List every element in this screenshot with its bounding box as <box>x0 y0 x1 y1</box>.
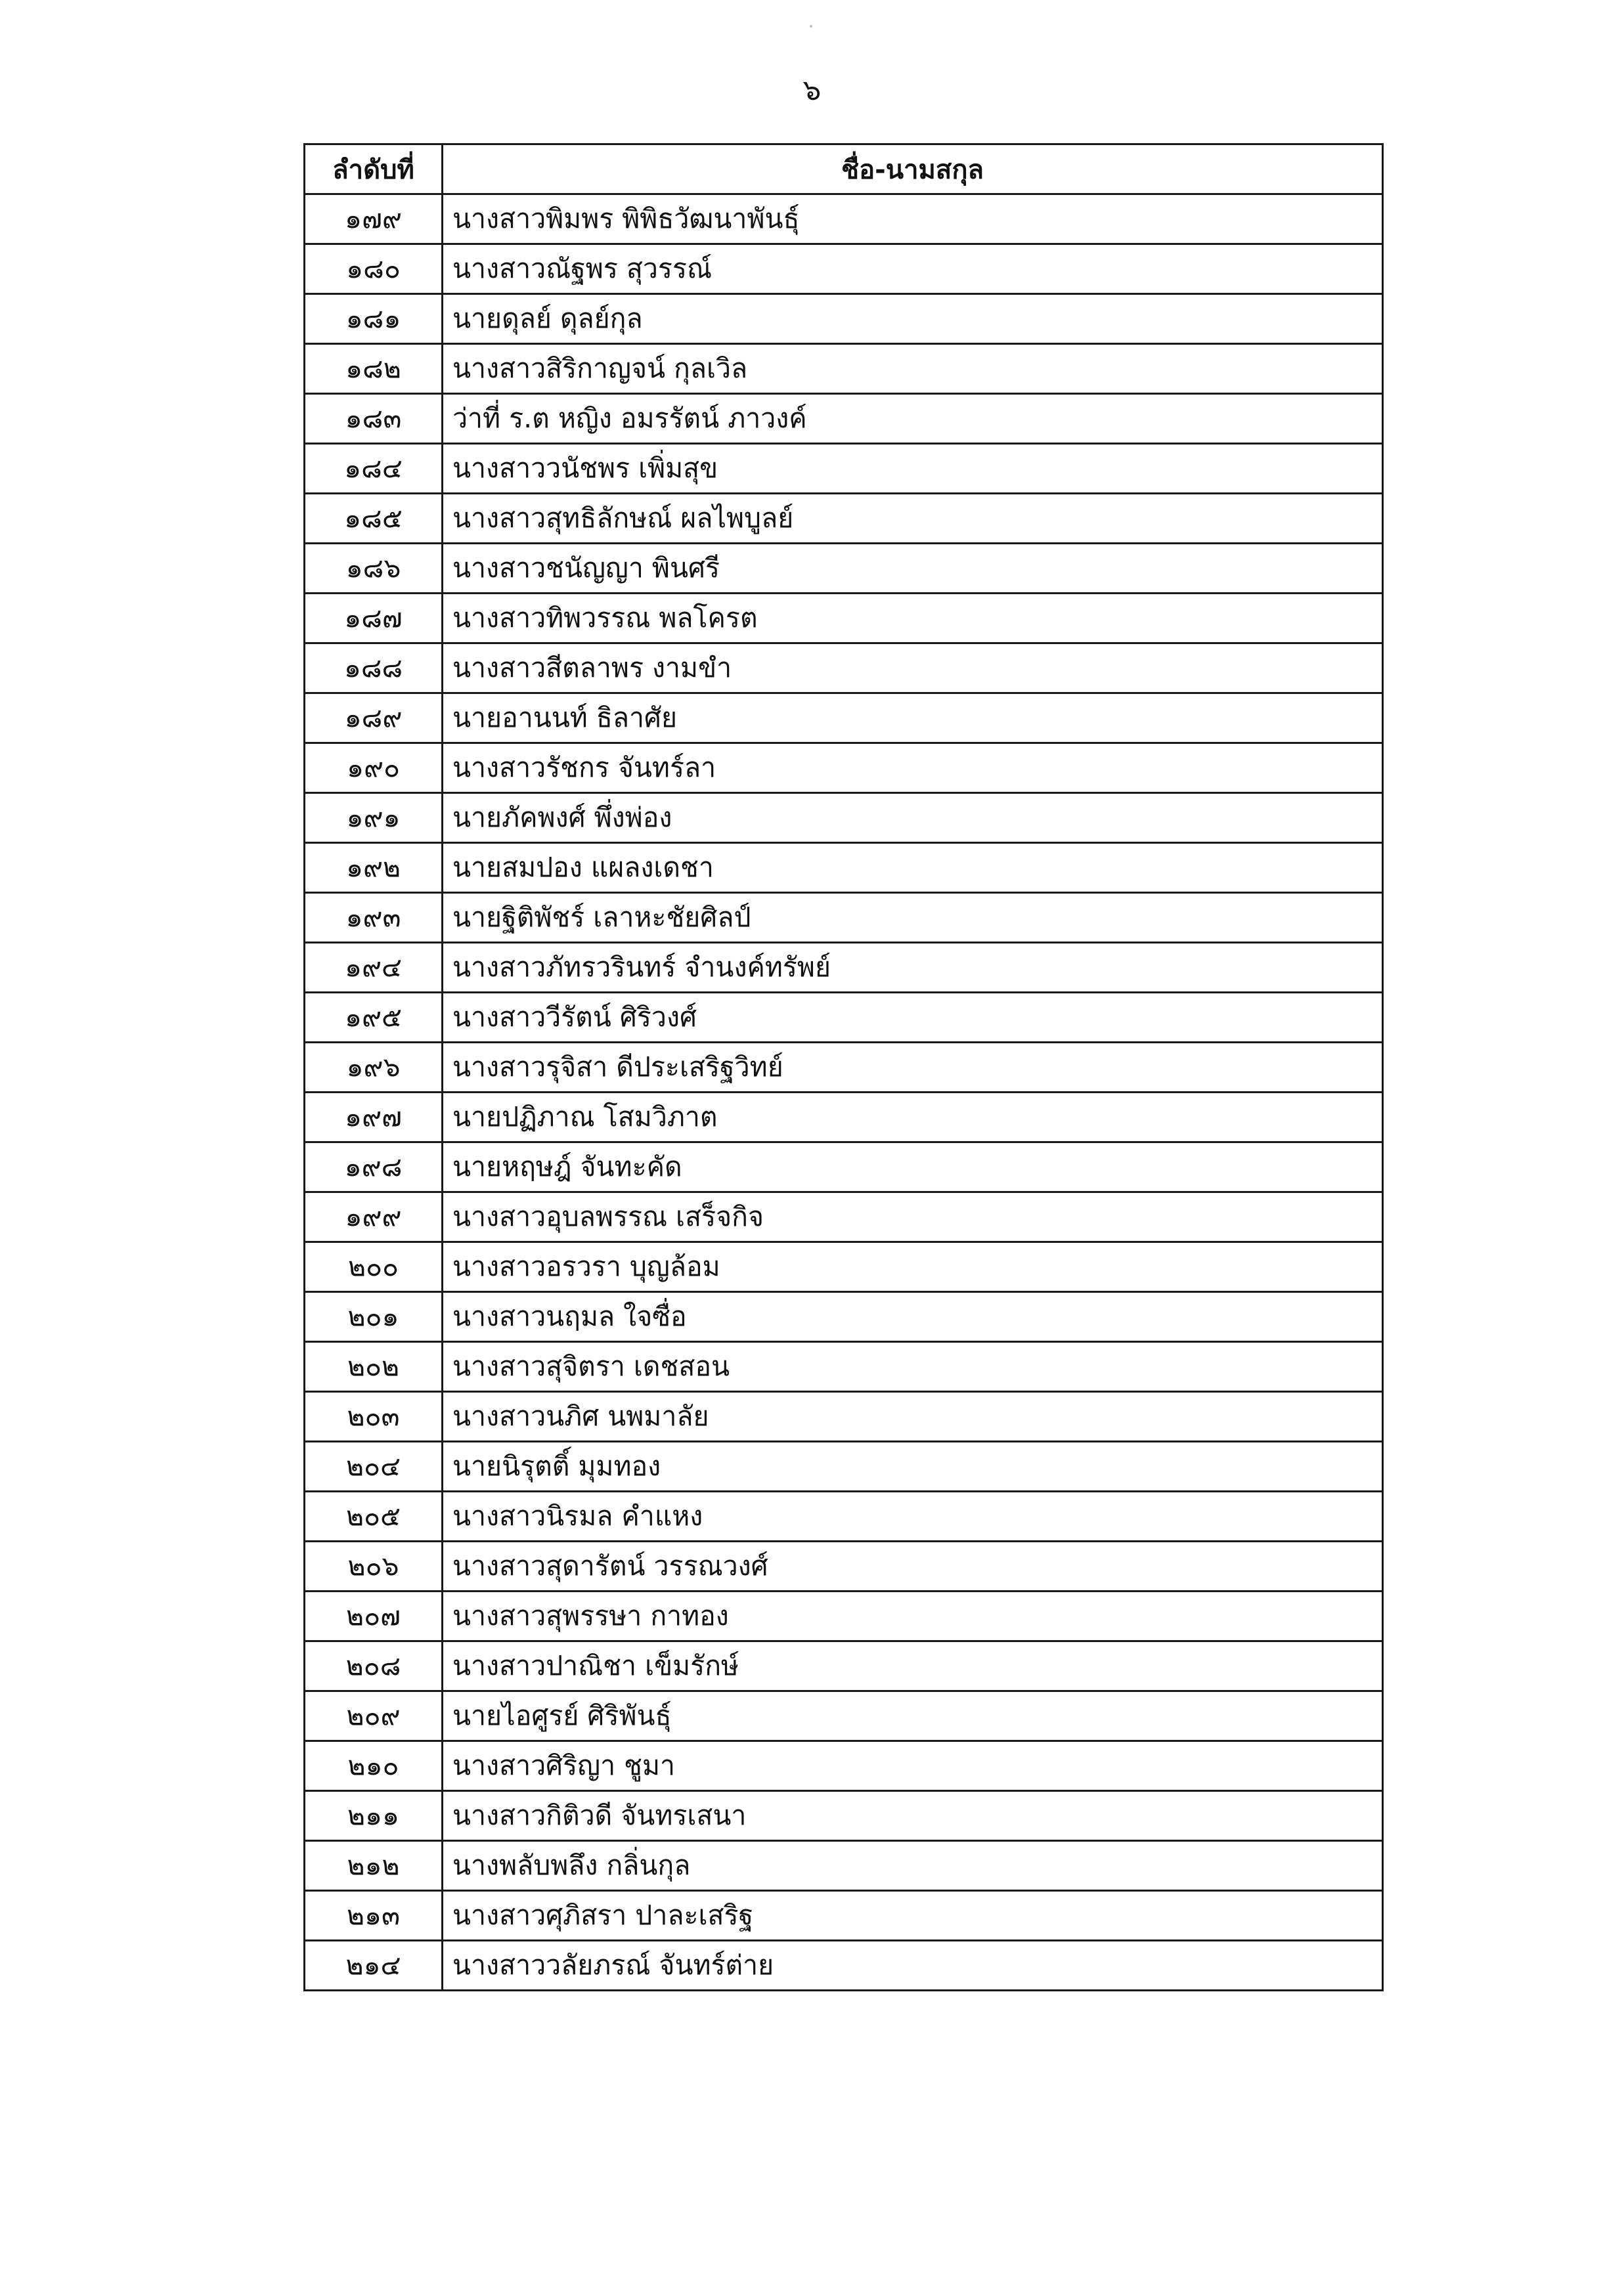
page-number: ๖ <box>802 74 822 107</box>
row-name: นางสาวสุทธิลักษณ์ ผลไพบูลย์ <box>443 494 1383 544</box>
row-number: ๑๘๘ <box>305 643 443 693</box>
row-number: ๒๐๕ <box>305 1492 443 1542</box>
table-row <box>305 1192 1383 1242</box>
table-row <box>305 1841 1383 1891</box>
row-number: ๒๐๙ <box>305 1691 443 1741</box>
row-name: นางสาวปาณิชา เข็มรักษ์ <box>443 1641 1383 1691</box>
table-row <box>305 793 1383 843</box>
row-number: ๑๘๙ <box>305 693 443 743</box>
row-name: นางสาวอุบลพรรณ เสร็จกิจ <box>443 1192 1383 1242</box>
row-name: นางพลับพลึง กลิ่นกุล <box>443 1841 1383 1891</box>
row-name: นางสาวศุภิสรา ปาละเสริฐ <box>443 1891 1383 1941</box>
row-number: ๑๙๔ <box>305 943 443 993</box>
table-row <box>305 1292 1383 1342</box>
row-number: ๑๘๐ <box>305 244 443 294</box>
table-row <box>305 1941 1383 1991</box>
row-number: ๒๑๑ <box>305 1791 443 1841</box>
row-name: นางสาวณัฐพร สุวรรณ์ <box>443 244 1383 294</box>
row-name: นางสาววลัยภรณ์ จันทร์ต่าย <box>443 1941 1383 1991</box>
row-name: นางสาวสุจิตรา เดชสอน <box>443 1342 1383 1392</box>
table-row <box>305 943 1383 993</box>
row-number: ๑๙๗ <box>305 1093 443 1142</box>
row-name: นายดุลย์ ดุลย์กุล <box>443 294 1383 344</box>
row-name: นางสาวสีตลาพร งามขำ <box>443 643 1383 693</box>
table-row <box>305 444 1383 494</box>
row-name: นางสาวนภิศ นพมาลัย <box>443 1392 1383 1442</box>
row-name: นางสาวนฤมล ใจซื่อ <box>443 1292 1383 1342</box>
name-table <box>303 143 1384 1991</box>
row-number: ๑๘๑ <box>305 294 443 344</box>
table-row <box>305 643 1383 693</box>
row-number: ๑๙๒ <box>305 843 443 893</box>
row-number: ๒๑๓ <box>305 1891 443 1941</box>
table-row <box>305 1442 1383 1492</box>
row-number: ๒๐๐ <box>305 1242 443 1292</box>
row-number: ๑๘๕ <box>305 494 443 544</box>
row-name: นางสาวสุพรรษา กาทอง <box>443 1592 1383 1641</box>
row-name: นางสาวสุดารัตน์ วรรณวงศ์ <box>443 1542 1383 1592</box>
row-number: ๑๘๓ <box>305 394 443 444</box>
row-number: ๒๐๒ <box>305 1342 443 1392</box>
row-name: นางสาวรุจิสา ดีประเสริฐวิทย์ <box>443 1043 1383 1093</box>
row-name: นายไอศูรย์ ศิริพันธุ์ <box>443 1691 1383 1741</box>
column-header-number: ลำดับที่ <box>305 144 443 194</box>
row-number: ๒๐๘ <box>305 1641 443 1691</box>
table-row <box>305 843 1383 893</box>
row-number: ๑๘๒ <box>305 344 443 394</box>
scan-speck <box>810 25 812 28</box>
row-number: ๒๑๒ <box>305 1841 443 1891</box>
table-row <box>305 1741 1383 1791</box>
table-row <box>305 1093 1383 1142</box>
table-row <box>305 993 1383 1043</box>
table-row <box>305 594 1383 643</box>
row-number: ๒๐๑ <box>305 1292 443 1342</box>
table-row <box>305 194 1383 244</box>
table-row <box>305 1542 1383 1592</box>
table-row <box>305 1242 1383 1292</box>
row-name: นางสาวรัชกร จันทร์ลา <box>443 743 1383 793</box>
table-row <box>305 893 1383 943</box>
row-name: นางสาววีรัตน์ ศิริวงศ์ <box>443 993 1383 1043</box>
table-row <box>305 244 1383 294</box>
table-row <box>305 494 1383 544</box>
table-row <box>305 294 1383 344</box>
row-number: ๑๙๑ <box>305 793 443 843</box>
row-number: ๒๐๔ <box>305 1442 443 1492</box>
row-number: ๑๙๘ <box>305 1142 443 1192</box>
row-number: ๒๑๔ <box>305 1941 443 1991</box>
row-number: ๑๙๙ <box>305 1192 443 1242</box>
row-name: นายหฤษฎ์ จันทะคัด <box>443 1142 1383 1192</box>
row-name: นางสาวสิริกาญจน์ กุลเวิล <box>443 344 1383 394</box>
row-name: นายอานนท์ ธิลาศัย <box>443 693 1383 743</box>
row-number: ๒๐๗ <box>305 1592 443 1641</box>
table-row <box>305 344 1383 394</box>
row-name: นายฐิติพัชร์ เลาหะชัยศิลป์ <box>443 893 1383 943</box>
row-name: นายปฏิภาณ โสมวิภาต <box>443 1093 1383 1142</box>
row-name: นายภัคพงศ์ พึ่งพ่อง <box>443 793 1383 843</box>
row-number: ๒๐๖ <box>305 1542 443 1592</box>
row-name: นางสาวทิพวรรณ พลโครต <box>443 594 1383 643</box>
row-number: ๑๙๓ <box>305 893 443 943</box>
row-name: นางสาวนิรมล คำแหง <box>443 1492 1383 1542</box>
table-row <box>305 1691 1383 1741</box>
table-row <box>305 743 1383 793</box>
table-header-row <box>305 144 1383 194</box>
table-row <box>305 1342 1383 1392</box>
table-body <box>305 194 1383 1991</box>
row-number: ๑๗๙ <box>305 194 443 244</box>
row-name: นางสาววนัชพร เพิ่มสุข <box>443 444 1383 494</box>
table-row <box>305 1142 1383 1192</box>
table-row <box>305 1791 1383 1841</box>
row-name: นางสาวภัทรวรินทร์ จำนงค์ทรัพย์ <box>443 943 1383 993</box>
table-row <box>305 693 1383 743</box>
row-number: ๑๙๕ <box>305 993 443 1043</box>
row-name: นางสาวศิริญา ชูมา <box>443 1741 1383 1791</box>
row-name: นางสาวกิติวดี จันทรเสนา <box>443 1791 1383 1841</box>
row-number: ๑๘๖ <box>305 544 443 594</box>
row-name: นายสมปอง แผลงเดชา <box>443 843 1383 893</box>
row-name: ว่าที่ ร.ต หญิง อมรรัตน์ ภาวงค์ <box>443 394 1383 444</box>
row-number: ๑๘๗ <box>305 594 443 643</box>
table-row <box>305 394 1383 444</box>
row-name: นางสาวชนัญญา พินศรี <box>443 544 1383 594</box>
row-number: ๑๘๔ <box>305 444 443 494</box>
table-row <box>305 1043 1383 1093</box>
row-number: ๒๐๓ <box>305 1392 443 1442</box>
row-number: ๑๙๐ <box>305 743 443 793</box>
table-row <box>305 1492 1383 1542</box>
table-row <box>305 1891 1383 1941</box>
column-header-name: ชื่อ-นามสกุล <box>443 144 1383 194</box>
row-name: นางสาวพิมพร พิพิธวัฒนาพันธุ์ <box>443 194 1383 244</box>
row-number: ๒๑๐ <box>305 1741 443 1791</box>
table-row <box>305 544 1383 594</box>
table-row <box>305 1392 1383 1442</box>
table-row <box>305 1641 1383 1691</box>
row-name: นางสาวอรวรา บุญล้อม <box>443 1242 1383 1292</box>
table-row <box>305 1592 1383 1641</box>
row-number: ๑๙๖ <box>305 1043 443 1093</box>
row-name: นายนิรุตติ์ มุมทอง <box>443 1442 1383 1492</box>
